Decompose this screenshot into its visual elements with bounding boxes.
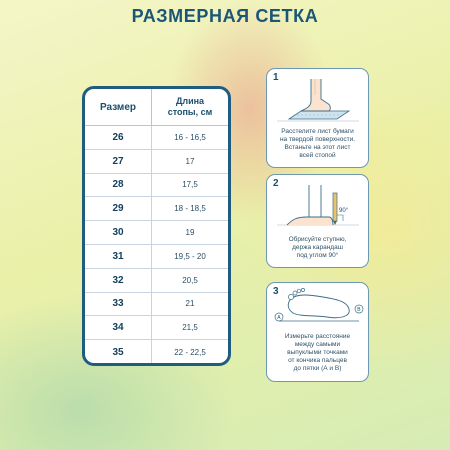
cell-size: 32 [112,274,124,286]
step-2-line: под углом 90° [296,252,339,259]
cell-length: 16 - 16,5 [151,126,228,149]
cell-length: 20,5 [151,269,228,292]
cell-size: 28 [112,179,124,191]
header-length-line1: Длина [175,96,205,106]
step-3-line: Измерьте расстояние [284,333,351,340]
cell-length: 19,5 - 20 [151,245,228,268]
point-b-label: B [357,307,361,313]
step-3-line: до пятки (А и В) [293,365,342,372]
step-2-text [271,236,364,260]
step-3-line: от кончика пальцев [288,357,347,364]
step-2-card [266,174,369,268]
table-row [85,340,228,364]
step-2-line: держа карандаш [292,244,343,251]
table-row [85,293,228,317]
step-2-number: 2 [273,178,279,189]
table-row [85,197,228,221]
table-row [85,316,228,340]
cell-length: 21 [151,293,228,316]
angle-label: 90° [339,208,349,214]
step-3-number: 3 [273,286,279,297]
table-row [85,150,228,174]
cell-length: 21,5 [151,316,228,339]
cell-size: 33 [112,298,124,310]
step-3-card [266,282,369,382]
step-2-line: Обрисуйте ступню, [288,236,347,243]
cell-size: 31 [112,250,124,262]
foot-on-paper-icon [267,75,370,127]
step-1-number: 1 [273,72,279,83]
cell-size: 35 [112,346,124,358]
cell-length: 17,5 [151,174,228,197]
step-1-line: Расстелите лист бумаги [281,128,354,135]
table-row [85,174,228,198]
step-1-line: всей стопой [299,152,336,159]
size-table [82,86,231,366]
cell-size: 34 [112,322,124,334]
step-3-text [271,333,364,373]
table-row [85,126,228,150]
cell-size: 27 [112,155,124,167]
step-3-line: выпуклыми точками [287,349,348,356]
page-title: РАЗМЕРНАЯ СЕТКА [131,6,319,26]
step-1-text [271,128,364,160]
foot-tracing-pencil-icon [267,181,370,231]
header-length-line2: стопы, см [167,107,213,117]
header-length [151,89,228,125]
table-body [85,126,228,364]
step-3-line: между самыми [294,341,341,348]
cell-length: 19 [151,221,228,244]
cell-size: 29 [112,203,124,215]
cell-size: 26 [112,131,124,143]
table-header [85,89,228,126]
table-row [85,269,228,293]
step-1-line: на твердой поверхности. [279,136,356,143]
header-size: Размер [99,101,136,113]
cell-length: 18 - 18,5 [151,197,228,220]
step-1-card [266,68,369,168]
table-row [85,245,228,269]
point-a-label: A [277,315,281,321]
cell-length: 17 [151,150,228,173]
foot-outline-measure-icon [267,287,370,327]
cell-length: 22 - 22,5 [151,340,228,364]
table-row [85,221,228,245]
step-1-line: Встаньте на этот лист [284,144,351,151]
cell-size: 30 [112,227,124,239]
